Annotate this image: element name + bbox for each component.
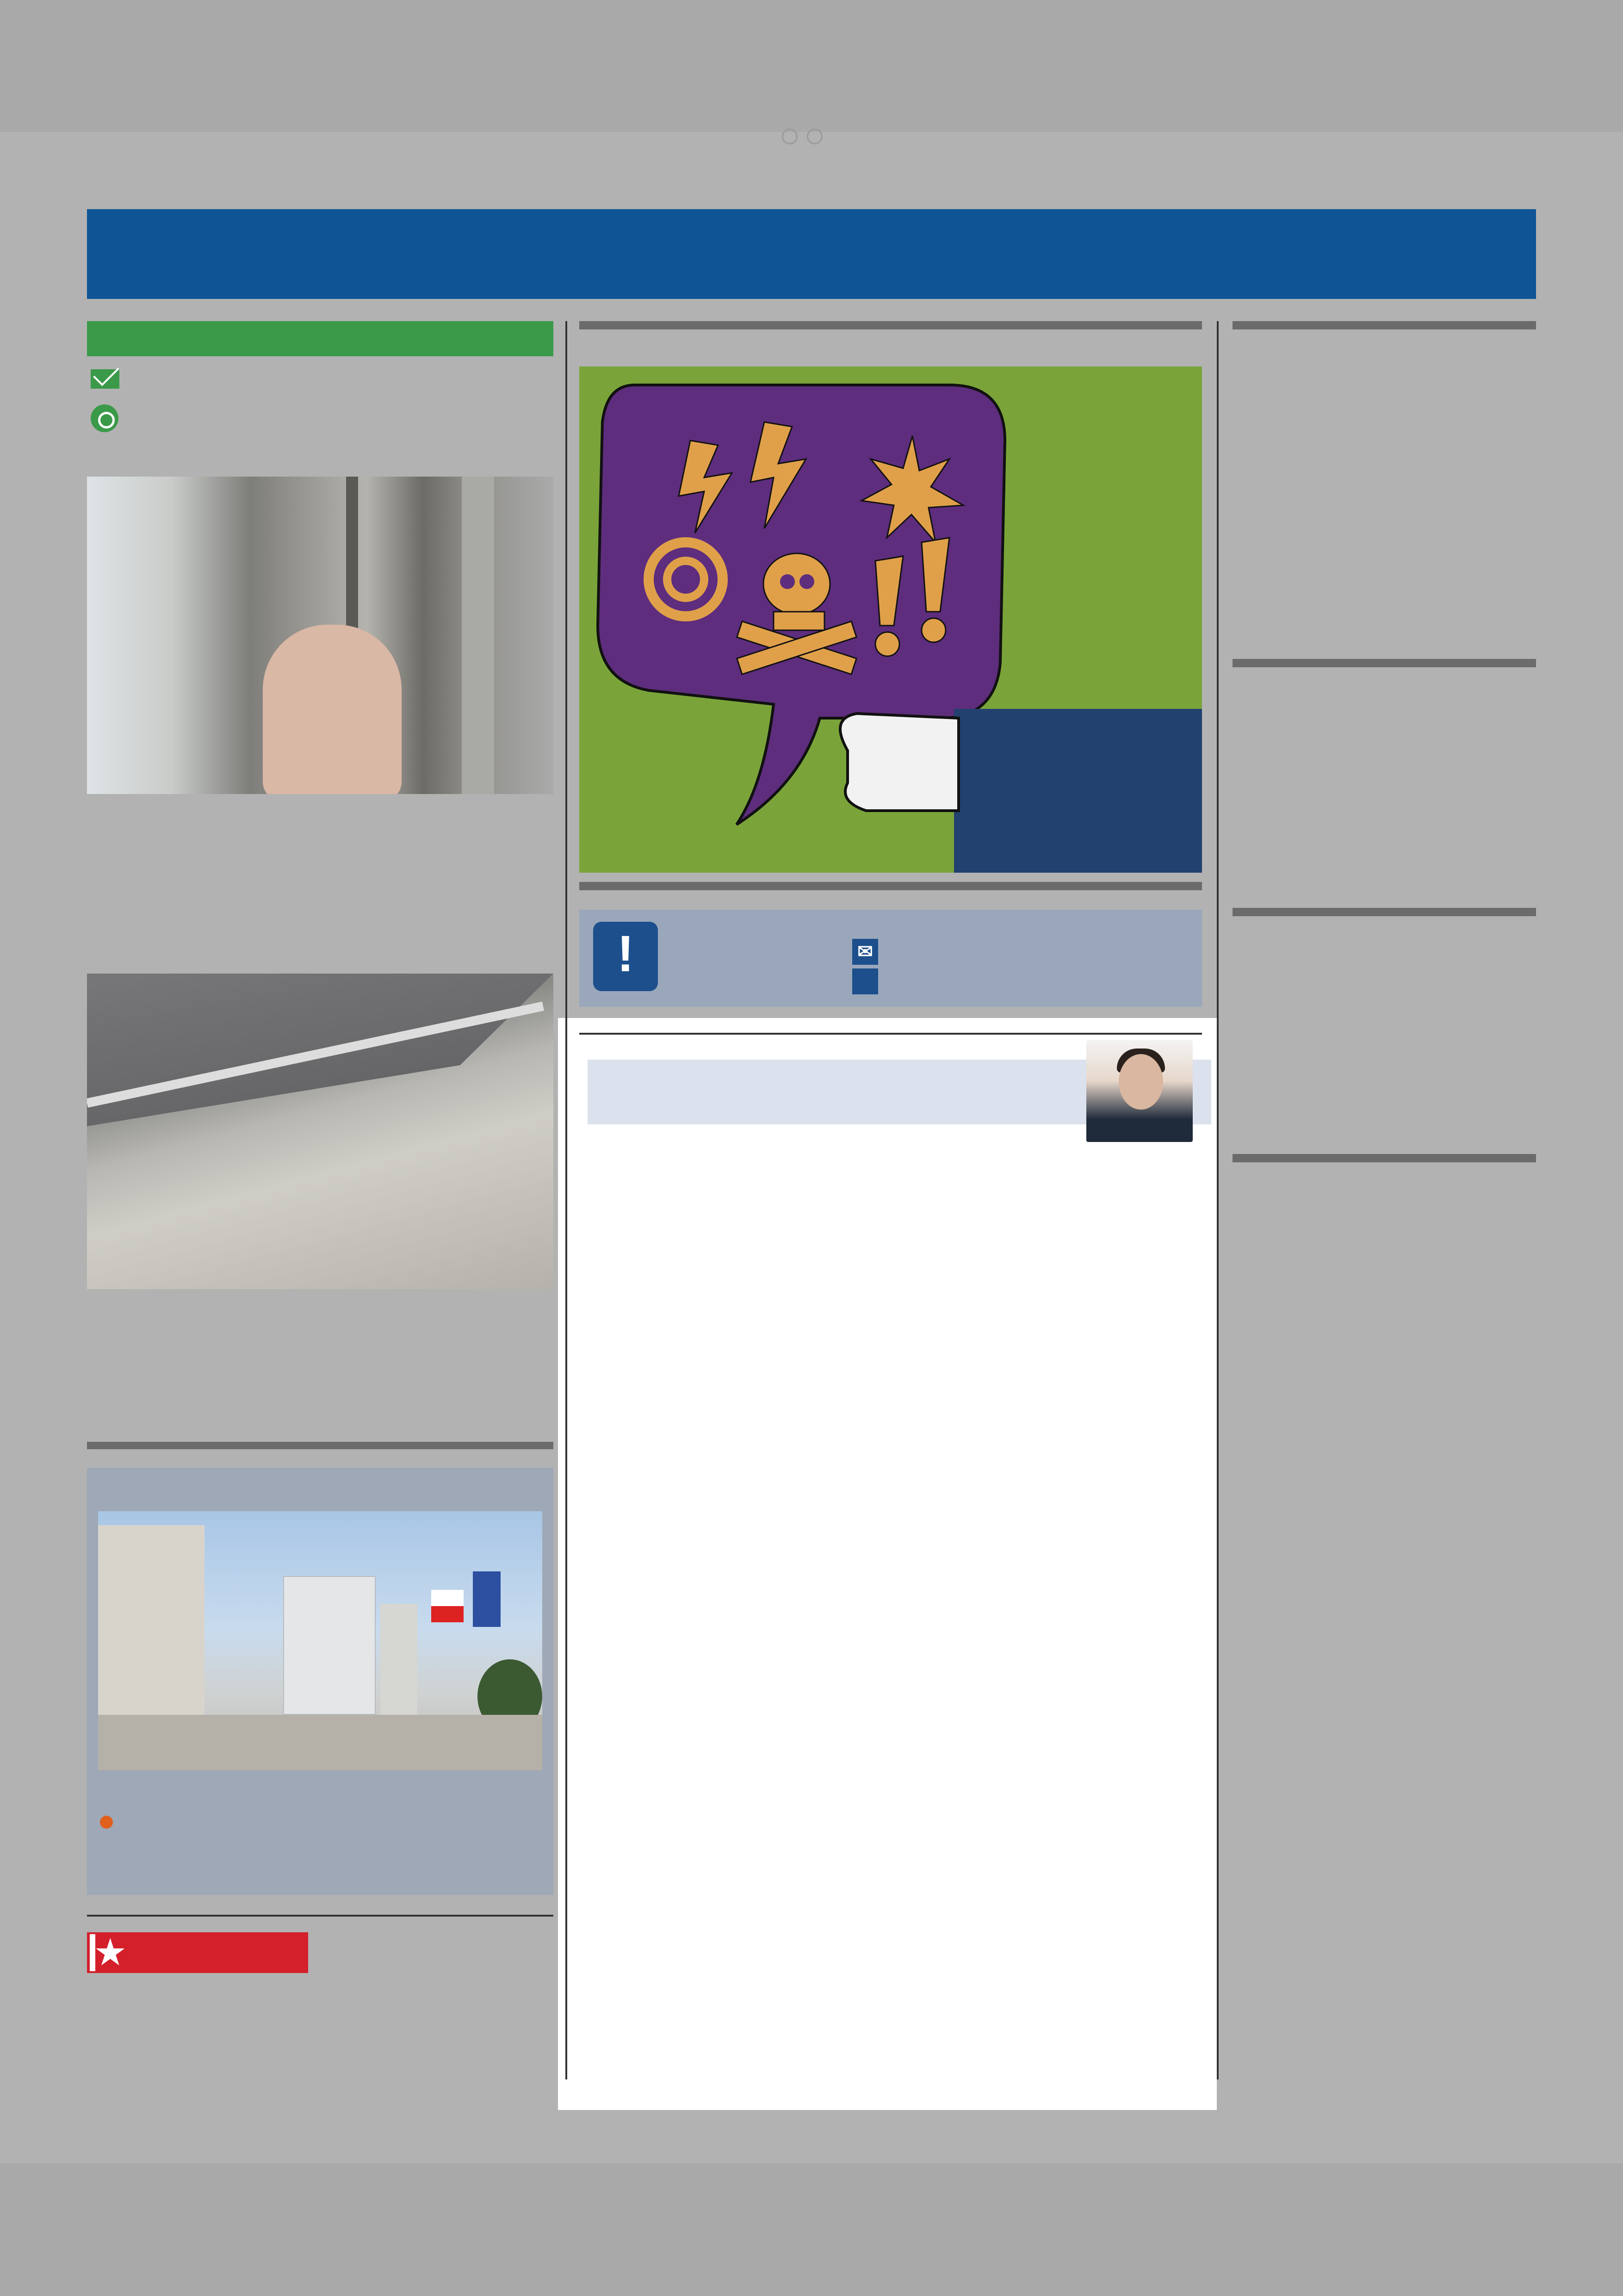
mail-icon: ✉	[852, 939, 878, 965]
page-dots[interactable]	[782, 129, 837, 147]
mail-icon	[91, 369, 119, 389]
humor-cartoon	[579, 366, 1202, 873]
foto-whatsapp[interactable]	[91, 396, 125, 432]
imagen-ciudad	[87, 1468, 553, 1895]
foto-email[interactable]	[91, 363, 128, 391]
author-avatar	[1086, 1040, 1193, 1142]
estrella-logo	[87, 1932, 308, 1973]
columna-header	[588, 1060, 1211, 1124]
alert-icon	[593, 922, 658, 991]
divider	[579, 882, 1202, 890]
photo-vereda	[87, 974, 553, 1289]
x-icon	[852, 968, 878, 994]
divider	[1233, 659, 1536, 667]
dinos-contacts	[852, 928, 886, 998]
divider	[87, 1442, 553, 1449]
divider	[579, 1033, 1202, 1035]
imagen-caption-text	[100, 1811, 539, 1831]
foto-denuncia-banner	[87, 321, 553, 356]
column-rule	[1217, 321, 1219, 2079]
photo-plaza	[98, 1511, 542, 1770]
divider	[1233, 908, 1536, 916]
divider	[87, 1915, 553, 1917]
dinos-que-piensas	[579, 910, 1202, 1007]
divider	[579, 321, 1202, 329]
columna-panel	[558, 1018, 1217, 2110]
divider	[1233, 321, 1536, 329]
whatsapp-icon	[91, 404, 118, 432]
star-icon: ★	[95, 1934, 125, 1971]
divider	[1233, 1154, 1536, 1162]
dinos-email[interactable]	[852, 928, 886, 965]
bullet-icon	[100, 1816, 113, 1829]
photo-poste	[87, 477, 553, 794]
column-rule	[565, 321, 567, 2079]
dinos-x[interactable]	[852, 965, 886, 998]
section-banner	[87, 209, 1536, 299]
